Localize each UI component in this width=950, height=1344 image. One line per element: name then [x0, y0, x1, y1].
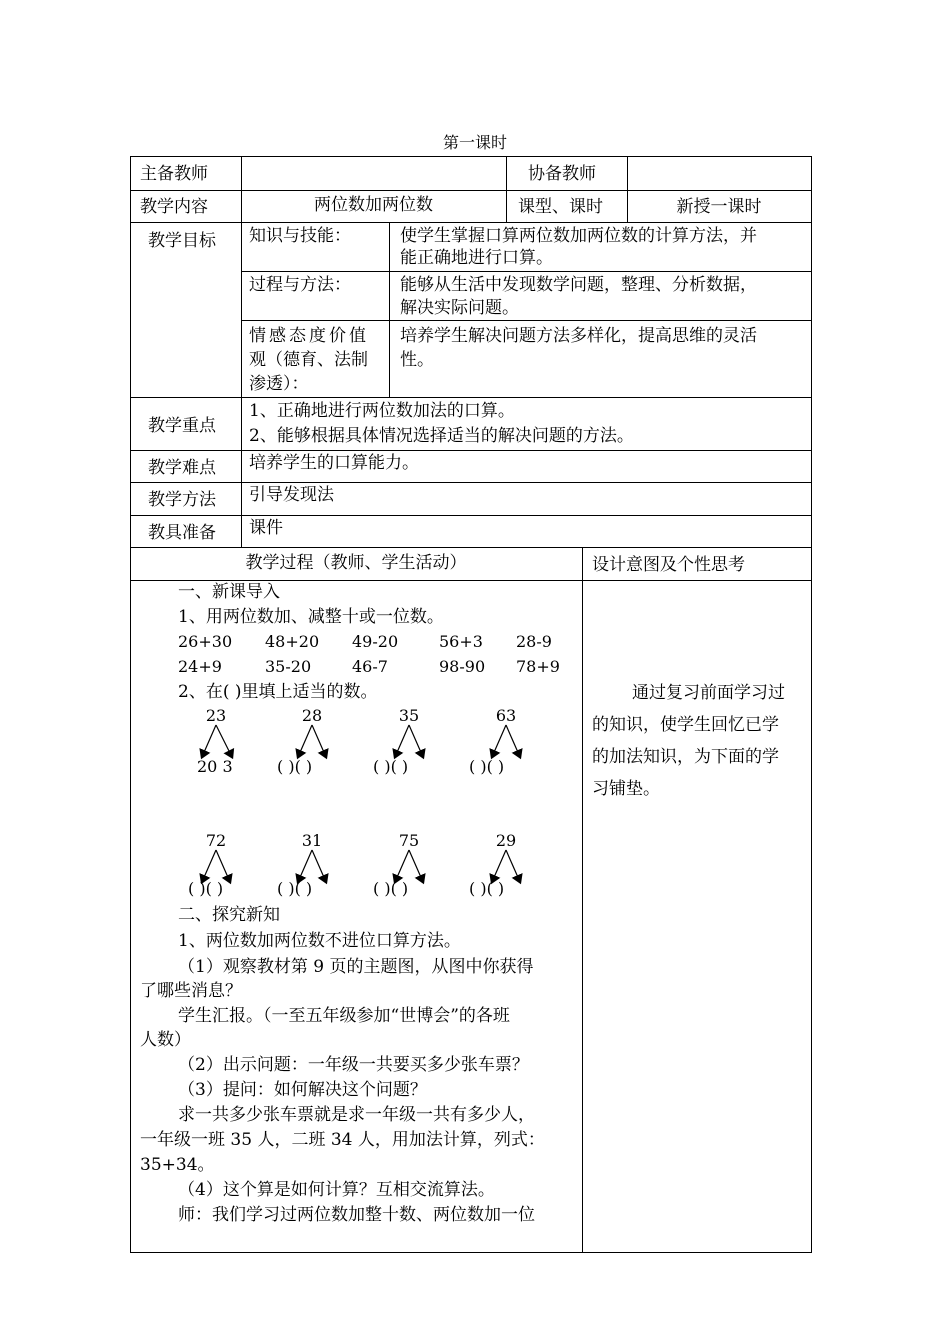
goals-label: 教学目标 [148, 231, 216, 251]
explore-line: （2）出示问题：一年级一共要买多少张车票？ [178, 1055, 529, 1075]
split-bottom: 20 3 [197, 757, 233, 776]
goal-knowledge-text-1: 使学生掌握口算两位数加两位数的计算方法，并 [400, 226, 757, 246]
split-bottom[interactable]: ( )( ) [373, 757, 409, 776]
explore-line: 师：我们学习过两位数加整十数、两位数加一位 [178, 1205, 535, 1225]
method-label: 教学方法 [148, 490, 216, 510]
difficulty-value: 培养学生的口算能力。 [249, 453, 419, 473]
arrow-right [409, 850, 423, 882]
arrow-left [298, 725, 312, 757]
op: 35-20 [265, 657, 312, 676]
design-text-4: 习铺垫。 [592, 779, 660, 799]
item-2: 2、在( )里填上适当的数。 [178, 682, 378, 702]
op: 24+9 [178, 657, 222, 676]
arrow-left [202, 850, 216, 882]
content-label: 教学内容 [140, 197, 208, 217]
arrow-left [202, 725, 216, 757]
tools-label: 教具准备 [148, 523, 216, 543]
arrow-left [492, 850, 506, 882]
goal-knowledge-label: 知识与技能： [249, 226, 351, 246]
split-top: 28 [301, 706, 323, 725]
goal-emotion-text-2: 性。 [400, 350, 434, 370]
split-top: 31 [301, 831, 323, 850]
section-explore: 二、探究新知 [178, 905, 280, 925]
lesson-title: 第一课时 [442, 133, 507, 152]
arrow-right [312, 850, 326, 882]
explore-line: 了哪些消息？ [140, 981, 242, 1001]
design-text-1: 通过复习前面学习过 [632, 683, 785, 703]
difficulty-label: 教学难点 [148, 458, 216, 478]
arrow-left [395, 850, 409, 882]
assist-teacher-label: 协备教师 [528, 164, 596, 184]
split-bottom[interactable]: ( )( ) [469, 879, 505, 898]
op: 98-90 [439, 657, 486, 676]
split-bottom[interactable]: ( )( ) [277, 879, 313, 898]
design-text-2: 的知识，使学生回忆已学 [592, 715, 779, 735]
explore-line: （4）这个算是如何计算？互相交流算法。 [178, 1180, 495, 1200]
split-bottom[interactable]: ( )( ) [277, 757, 313, 776]
split-top: 63 [495, 706, 517, 725]
explore-line: 人数） [140, 1030, 191, 1050]
type-value: 新授一课时 [676, 197, 762, 217]
explore-line: 一年级一班 35 人，二班 34 人，用加法计算，列式： [140, 1130, 545, 1150]
arrow-right [506, 850, 520, 882]
op: 26+30 [178, 632, 233, 651]
split-top: 35 [398, 706, 420, 725]
key-point-1: 1、正确地进行两位数加法的口算。 [249, 401, 515, 421]
lead-teacher-label: 主备教师 [140, 164, 208, 184]
design-text-3: 的加法知识，为下面的学 [592, 747, 779, 767]
goal-process-label: 过程与方法： [249, 275, 351, 295]
arrow-left [492, 725, 506, 757]
design-header: 设计意图及个性思考 [592, 555, 745, 575]
arrow-right [409, 725, 423, 757]
type-label: 课型、课时 [518, 197, 603, 217]
explore-line: 学生汇报。（一至五年级参加“世博会”的各班 [178, 1006, 510, 1026]
explore-line: （1）观察教材第 9 页的主题图，从图中你获得 [178, 957, 534, 977]
op: 56+3 [439, 632, 483, 651]
goal-emotion-label-1: 情感态度价值 [249, 326, 369, 346]
explore-line: 35+34。 [140, 1155, 215, 1175]
split-top: 29 [495, 831, 517, 850]
goal-emotion-label-3: 渗透）： [249, 374, 309, 394]
arrow-right [506, 725, 520, 757]
arrow-left [298, 850, 312, 882]
item-1: 1、用两位数加、减整十或一位数。 [178, 607, 444, 627]
op: 28-9 [516, 632, 552, 651]
goal-process-text-2: 解决实际问题。 [400, 298, 519, 318]
section-intro: 一、新课导入 [178, 582, 280, 602]
key-point-2: 2、能够根据具体情况选择适当的解决问题的方法。 [249, 426, 634, 446]
explore-line: 求一共多少张车票就是求一年级一共有多少人， [178, 1105, 535, 1125]
op: 49-20 [352, 632, 399, 651]
tools-value: 课件 [249, 518, 283, 538]
op: 78+9 [516, 657, 560, 676]
explore-line: 1、两位数加两位数不进位口算方法。 [178, 931, 461, 951]
arrow-right [216, 850, 230, 882]
goal-emotion-text-1: 培养学生解决问题方法多样化，提高思维的灵活 [400, 326, 757, 346]
split-top: 23 [205, 706, 227, 725]
goal-process-text-1: 能够从生活中发现数学问题，整理、分析数据， [400, 275, 757, 295]
goal-emotion-label-2: 观（德育、法制 [249, 350, 368, 370]
explore-line: （3）提问：如何解决这个问题？ [178, 1080, 427, 1100]
key-points-label: 教学重点 [148, 416, 216, 436]
goal-knowledge-text-2: 能正确地进行口算。 [400, 248, 553, 268]
process-header: 教学过程（教师、学生活动） [245, 553, 467, 573]
arrow-left [395, 725, 409, 757]
op: 48+20 [265, 632, 320, 651]
split-top: 75 [398, 831, 420, 850]
arrow-right [312, 725, 326, 757]
split-bottom[interactable]: ( )( ) [373, 879, 409, 898]
method-value: 引导发现法 [249, 485, 334, 505]
op: 46-7 [352, 657, 388, 676]
split-bottom[interactable]: ( )( ) [188, 879, 224, 898]
arrow-right [216, 725, 232, 757]
split-bottom[interactable]: ( )( ) [469, 757, 505, 776]
content-value: 两位数加两位数 [314, 195, 433, 215]
split-top: 72 [205, 831, 227, 850]
